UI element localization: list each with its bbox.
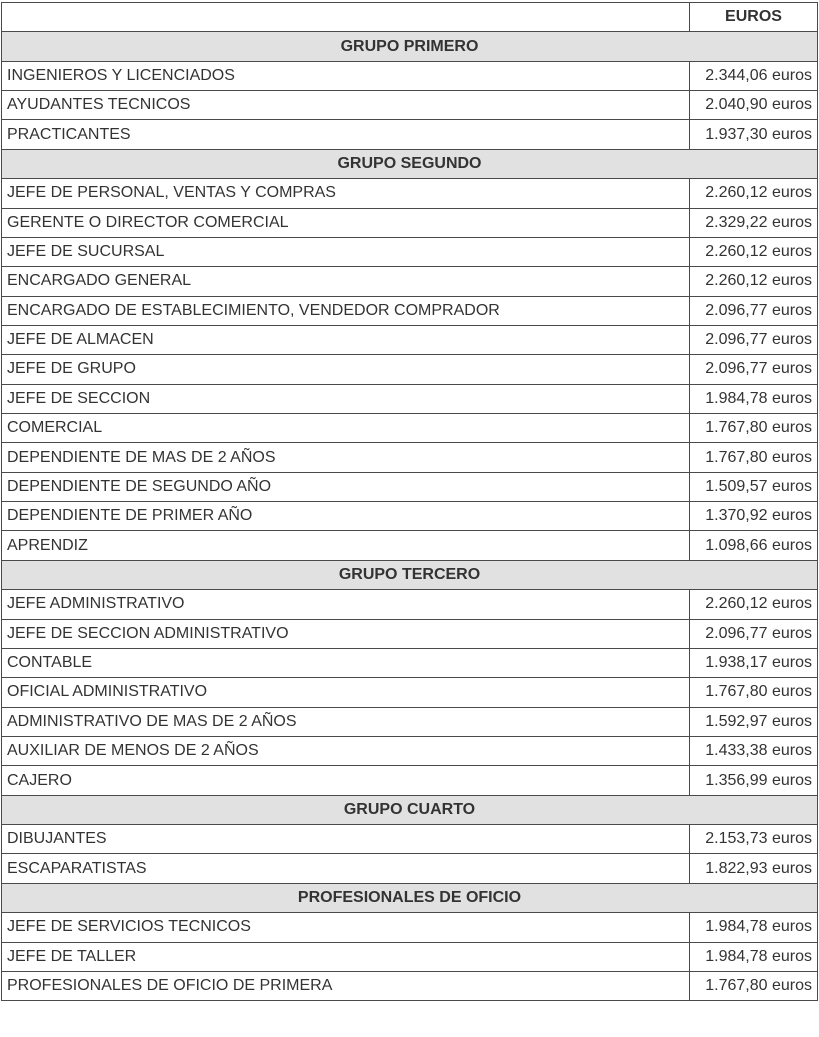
salary-amount-cell: 2.260,12 euros [690, 590, 818, 619]
table-row [2, 766, 818, 795]
job-category-cell: COMERCIAL [2, 414, 690, 443]
table-row [2, 384, 818, 413]
table-row [2, 825, 818, 854]
job-category-cell: JEFE ADMINISTRATIVO [2, 590, 690, 619]
table-row [2, 237, 818, 266]
salary-amount-cell: 1.098,66 euros [690, 531, 818, 560]
group-header-row [2, 149, 818, 178]
salary-amount-cell: 1.822,93 euros [690, 854, 818, 883]
group-title: GRUPO CUARTO [2, 795, 818, 824]
salary-table-body [2, 3, 818, 1001]
salary-amount-cell: 1.937,30 euros [690, 120, 818, 149]
salary-amount-cell: 1.767,80 euros [690, 971, 818, 1000]
table-row [2, 267, 818, 296]
table-row [2, 61, 818, 90]
salary-amount-cell: 2.040,90 euros [690, 91, 818, 120]
salary-amount-cell: 1.592,97 euros [690, 707, 818, 736]
job-category-cell: ESCAPARATISTAS [2, 854, 690, 883]
salary-amount-cell: 2.329,22 euros [690, 208, 818, 237]
salary-amount-cell: 2.344,06 euros [690, 61, 818, 90]
table-row [2, 619, 818, 648]
group-header-row [2, 32, 818, 61]
salary-amount-cell: 1.509,57 euros [690, 472, 818, 501]
job-category-cell: DEPENDIENTE DE SEGUNDO AÑO [2, 472, 690, 501]
table-row [2, 472, 818, 501]
table-row [2, 91, 818, 120]
job-category-cell: JEFE DE PERSONAL, VENTAS Y COMPRAS [2, 179, 690, 208]
table-header-row [2, 3, 818, 32]
salary-amount-cell: 1.433,38 euros [690, 736, 818, 765]
group-header-row [2, 795, 818, 824]
salary-amount-cell: 2.260,12 euros [690, 179, 818, 208]
table-row [2, 120, 818, 149]
header-currency-label: EUROS [690, 3, 818, 32]
salary-amount-cell: 2.260,12 euros [690, 267, 818, 296]
table-row [2, 325, 818, 354]
salary-amount-cell: 1.767,80 euros [690, 443, 818, 472]
job-category-cell: JEFE DE GRUPO [2, 355, 690, 384]
table-row [2, 355, 818, 384]
job-category-cell: ENCARGADO GENERAL [2, 267, 690, 296]
salary-amount-cell: 2.096,77 euros [690, 296, 818, 325]
header-category-cell [2, 3, 690, 32]
job-category-cell: AYUDANTES TECNICOS [2, 91, 690, 120]
job-category-cell: PROFESIONALES DE OFICIO DE PRIMERA [2, 971, 690, 1000]
group-title: GRUPO PRIMERO [2, 32, 818, 61]
salary-amount-cell: 1.767,80 euros [690, 678, 818, 707]
job-category-cell: JEFE DE ALMACEN [2, 325, 690, 354]
table-row [2, 854, 818, 883]
table-row [2, 208, 818, 237]
table-row [2, 590, 818, 619]
group-header-row [2, 560, 818, 589]
salary-amount-cell: 1.984,78 euros [690, 384, 818, 413]
salary-amount-cell: 2.096,77 euros [690, 619, 818, 648]
job-category-cell: CONTABLE [2, 648, 690, 677]
table-row [2, 942, 818, 971]
table-row [2, 179, 818, 208]
table-row [2, 648, 818, 677]
salary-amount-cell: 1.938,17 euros [690, 648, 818, 677]
salary-amount-cell: 2.153,73 euros [690, 825, 818, 854]
job-category-cell: CAJERO [2, 766, 690, 795]
job-category-cell: ADMINISTRATIVO DE MAS DE 2 AÑOS [2, 707, 690, 736]
salary-amount-cell: 1.370,92 euros [690, 502, 818, 531]
table-row [2, 443, 818, 472]
table-row [2, 971, 818, 1000]
job-category-cell: JEFE DE TALLER [2, 942, 690, 971]
table-row [2, 531, 818, 560]
table-row [2, 913, 818, 942]
job-category-cell: APRENDIZ [2, 531, 690, 560]
salary-table [1, 2, 818, 1001]
salary-amount-cell: 2.096,77 euros [690, 325, 818, 354]
job-category-cell: INGENIEROS Y LICENCIADOS [2, 61, 690, 90]
group-title: PROFESIONALES DE OFICIO [2, 883, 818, 912]
job-category-cell: PRACTICANTES [2, 120, 690, 149]
table-row [2, 502, 818, 531]
table-row [2, 707, 818, 736]
table-row [2, 414, 818, 443]
job-category-cell: JEFE DE SECCION ADMINISTRATIVO [2, 619, 690, 648]
table-row [2, 736, 818, 765]
job-category-cell: AUXILIAR DE MENOS DE 2 AÑOS [2, 736, 690, 765]
job-category-cell: JEFE DE SERVICIOS TECNICOS [2, 913, 690, 942]
salary-amount-cell: 1.984,78 euros [690, 913, 818, 942]
salary-amount-cell: 1.767,80 euros [690, 414, 818, 443]
table-row [2, 678, 818, 707]
salary-amount-cell: 2.096,77 euros [690, 355, 818, 384]
group-header-row [2, 883, 818, 912]
job-category-cell: DEPENDIENTE DE MAS DE 2 AÑOS [2, 443, 690, 472]
job-category-cell: DIBUJANTES [2, 825, 690, 854]
job-category-cell: GERENTE O DIRECTOR COMERCIAL [2, 208, 690, 237]
group-title: GRUPO TERCERO [2, 560, 818, 589]
group-title: GRUPO SEGUNDO [2, 149, 818, 178]
table-row [2, 296, 818, 325]
job-category-cell: OFICIAL ADMINISTRATIVO [2, 678, 690, 707]
salary-amount-cell: 2.260,12 euros [690, 237, 818, 266]
salary-amount-cell: 1.984,78 euros [690, 942, 818, 971]
job-category-cell: ENCARGADO DE ESTABLECIMIENTO, VENDEDOR COMPRADOR [2, 296, 690, 325]
salary-amount-cell: 1.356,99 euros [690, 766, 818, 795]
job-category-cell: DEPENDIENTE DE PRIMER AÑO [2, 502, 690, 531]
job-category-cell: JEFE DE SECCION [2, 384, 690, 413]
job-category-cell: JEFE DE SUCURSAL [2, 237, 690, 266]
